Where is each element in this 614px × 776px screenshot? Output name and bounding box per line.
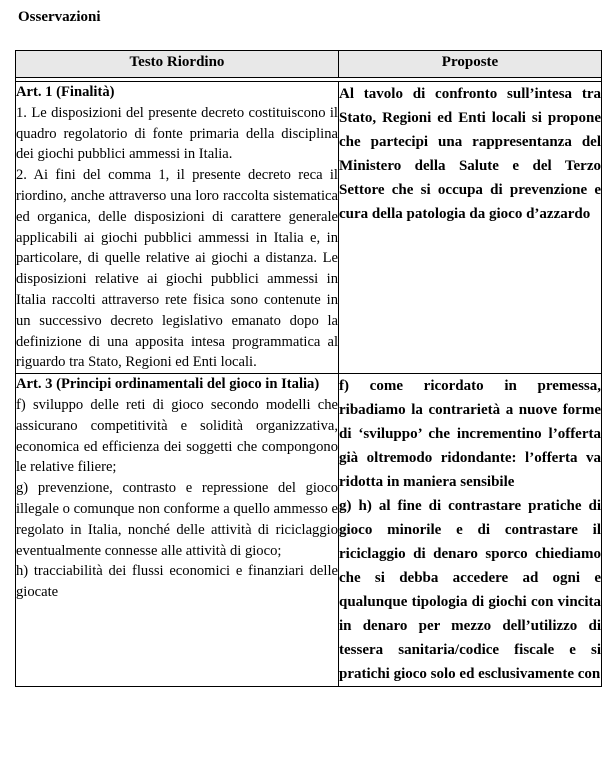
article-title: Art. 1 (Finalità) [16, 84, 115, 100]
article-paragraph: 2. Ai fini del comma 1, il presente decreto reca il riordino, anche attraverso una loro raccolta sistematica ed organica, delle disposizioni di carattere generale applicabili ai giochi pubblici ammessi in Italia e, in particolare, di quelle relative ai giochi a distanza. Le disposizioni relative ai giochi pubblici ammessi in Italia raccolti attraverso rete fisica sono contenute in un successivo decreto legislativo emanato dopo la definizione di una apposita intesa programmatica al riguardo tra Stato, Regioni ed Enti locali. [16, 167, 338, 371]
proposal-paragraph: f) come ricordato in premessa, ribadiamo la contrarietà a nuove forme di ‘sviluppo’ che incrementino l’offerta già oltremodo ridondante: l’offerta va ridotta in maniera sensibile [339, 378, 601, 491]
article-paragraph: h) tracciabilità dei flussi economici e finanziari delle giocate [16, 563, 338, 601]
table-row [16, 374, 602, 687]
article-paragraph: f) sviluppo delle reti di gioco secondo modelli che assicurano competitività e solidità organizzativa, economica ed efficienza dei soggetti che compongono le relative filiere; [16, 396, 338, 476]
proposal-paragraph: g) h) al fine di contrastare pratiche di gioco minorile e di contrastare il riciclaggio di denaro sporco chiediamo che si debba accedere ad ogni e qualunque tipologia di giochi con vincita in denaro per mezzo dell’utilizzo di tessera sanitaria/codice fiscale e si pratichi gioco solo ed esclusivamente con [339, 498, 601, 683]
article-title: Art. 3 (Principi ordinamentali del gioco in Italia) [16, 376, 320, 393]
observations-table [15, 50, 602, 687]
article-paragraph: g) prevenzione, contrasto e repressione del gioco illegale o comunque non conforme a quello ammesso e regolato in Italia, nonché delle attività di riciclaggio eventualmente connesse alle attività di gioco; [16, 480, 338, 559]
column-header-testo-riordino: Testo Riordino [16, 51, 339, 78]
article-paragraph: 1. Le disposizioni del presente decreto costituiscono il quadro regolatorio di fonte primaria della disciplina dei giochi pubblici ammessi in Italia. [16, 104, 338, 163]
column-header-proposte: Proposte [339, 51, 602, 78]
left-cell [16, 374, 339, 687]
right-cell [339, 374, 602, 687]
left-cell [16, 82, 339, 374]
table-header-row [16, 51, 602, 78]
right-cell [339, 82, 602, 374]
proposal-paragraph: Al tavolo di confronto sull’intesa tra Stato, Regioni ed Enti locali si propone che partecipi una rappresentanza del Ministero della Salute e del Terzo Settore che si occupa di prevenzione e cura della patologia da gioco d’azzardo [339, 86, 601, 222]
section-heading: Osservazioni [18, 9, 101, 25]
table-row [16, 82, 602, 374]
